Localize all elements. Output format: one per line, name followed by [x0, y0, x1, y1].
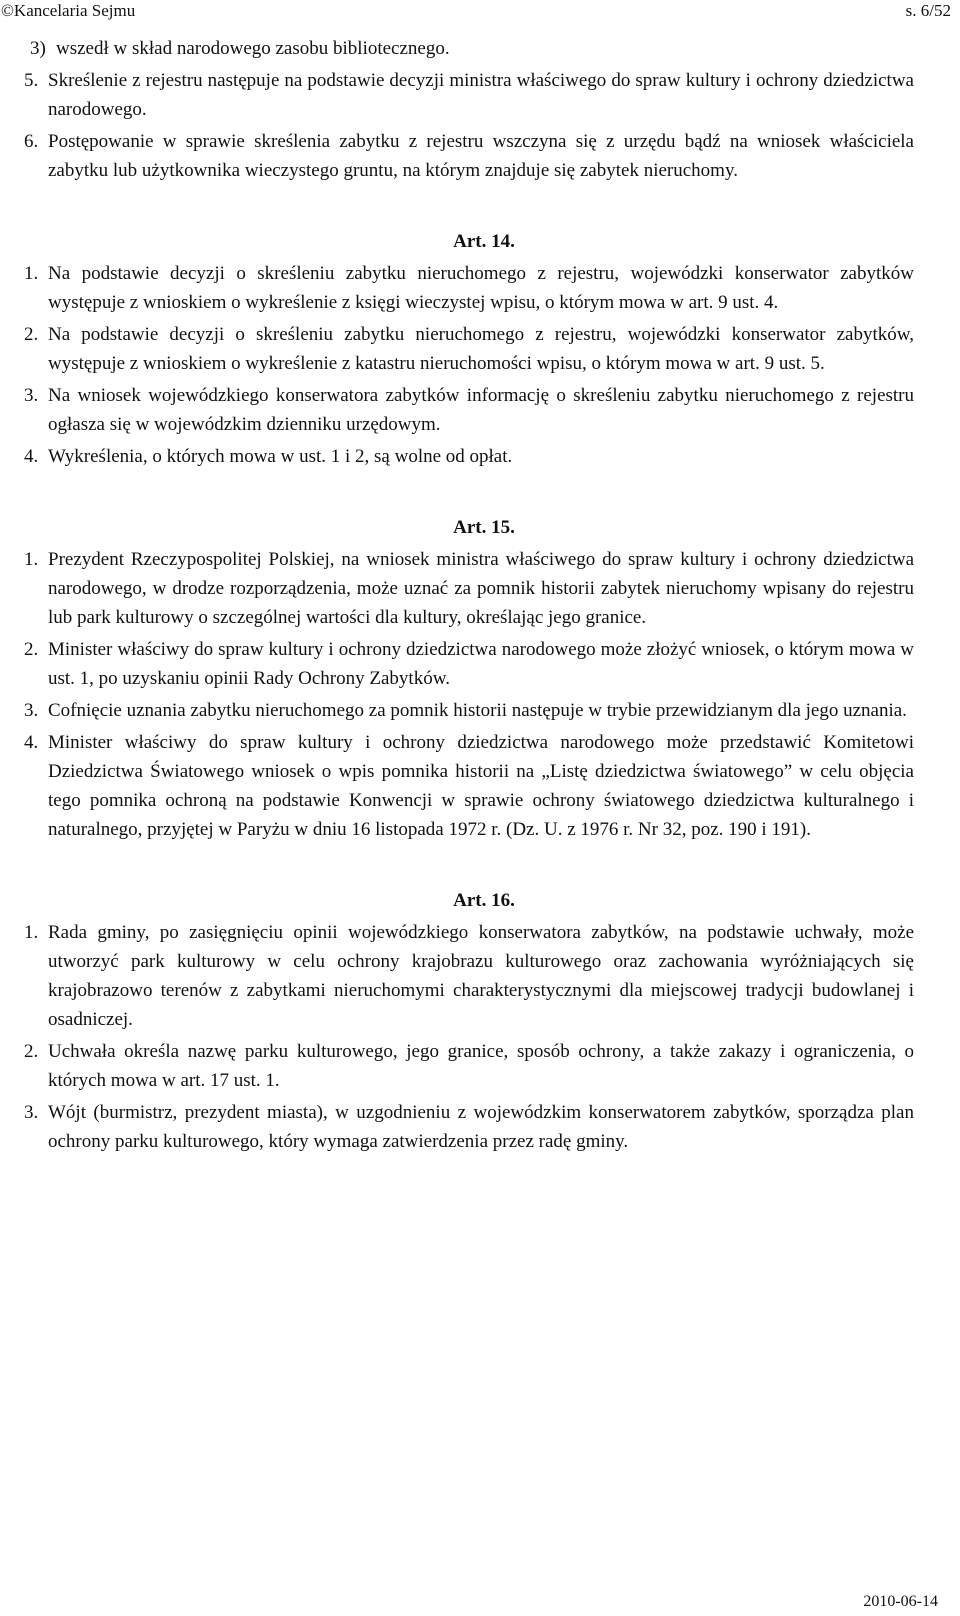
paragraph: [24, 259, 914, 317]
document-body: [24, 34, 914, 1156]
paragraph-text: Na podstawie decyzji o skreśleniu zabytku nieruchomego z rejestru, wojewódzki konserwator zabytków, występuje z wnioskiem o wykreślenie z katastru nieruchomości wpisu, o którym mowa w art. 9 ust. 5.: [48, 324, 914, 374]
article-title: Art. 15.: [453, 517, 515, 538]
paragraph: [24, 1098, 914, 1156]
paragraph: [24, 66, 914, 124]
paragraph-text: Prezydent Rzeczypospolitej Polskiej, na wniosek ministra właściwego do spraw kultury i ochrony dziedzictwa narodowego, w drodze rozporządzenia, może uznać za pomnik historii zabytek nieruchomy wpisany do rejestru lub park kulturowy o szczególnej wartości dla kultury, określając jego granice.: [48, 549, 914, 628]
paragraph-number: 1.: [24, 549, 39, 570]
paragraph-number: 1.: [24, 263, 39, 284]
paragraph-number: 3.: [24, 700, 39, 721]
paragraph: [24, 320, 914, 378]
paragraph-number: 4.: [24, 446, 39, 467]
paragraph: [24, 442, 914, 471]
copyright-label: ©Kancelaria Sejmu: [1, 1, 136, 20]
paragraph: [24, 1037, 914, 1095]
item-number: 3): [30, 38, 46, 59]
paragraph-text: Na wniosek wojewódzkiego konserwatora zabytków informację o skreśleniu zabytku nieruchomego z rejestru ogłasza się w wojewódzkim dzienniku urzędowym.: [48, 385, 914, 435]
paragraph-text: Minister właściwy do spraw kultury i ochrony dziedzictwa narodowego może złożyć wniosek, o którym mowa w ust. 1, po uzyskaniu opinii Rady Ochrony Zabytków.: [48, 639, 914, 689]
paragraph-number: 1.: [24, 922, 39, 943]
paragraph-number: 2.: [24, 324, 39, 345]
page-header: [0, 0, 960, 22]
paragraph-number: 2.: [24, 1041, 39, 1062]
list-item: [24, 34, 914, 63]
paragraph-text: Na podstawie decyzji o skreśleniu zabytku nieruchomego z rejestru, wojewódzki konserwator zabytków występuje z wnioskiem o wykreślenie z księgi wieczystej wpisu, o którym mowa w art. 9 ust. 4.: [48, 263, 914, 313]
paragraph-text: Wykreślenia, o których mowa w ust. 1 i 2, są wolne od opłat.: [48, 446, 513, 467]
page-number: s. 6/52: [905, 1, 951, 20]
page-footer: [863, 1592, 938, 1612]
paragraph: [24, 381, 914, 439]
paragraph: [24, 918, 914, 1034]
paragraph-number: 4.: [24, 732, 39, 753]
paragraph: [24, 545, 914, 632]
paragraph: [24, 635, 914, 693]
paragraph-text: Wójt (burmistrz, prezydent miasta), w uzgodnieniu z wojewódzkim konserwatorem zabytków, sporządza plan ochrony parku kulturowego, który wymaga zatwierdzenia przez radę gminy.: [48, 1102, 914, 1152]
paragraph: [24, 127, 914, 185]
paragraph-number: 3.: [24, 1102, 39, 1123]
paragraph-number: 2.: [24, 639, 39, 660]
paragraph-text: Skreślenie z rejestru następuje na podstawie decyzji ministra właściwego do spraw kultury i ochrony dziedzictwa narodowego.: [48, 70, 914, 120]
paragraph: [24, 696, 914, 725]
paragraph-text: Postępowanie w sprawie skreślenia zabytku z rejestru wszczyna się z urzędu bądź na wniosek właściciela zabytku lub użytkownika wieczystego gruntu, na którym znajduje się zabytek nieruchomy.: [48, 131, 914, 181]
paragraph-text: Cofnięcie uznania zabytku nieruchomego za pomnik historii następuje w trybie przewidzianym dla jego uznania.: [48, 700, 907, 721]
paragraph-text: Rada gminy, po zasięgnięciu opinii wojewódzkiego konserwatora zabytków, na podstawie uchwały, może utworzyć park kulturowy w celu ochrony krajobrazu kulturowego oraz zachowania wyróżniających się krajobrazowo terenów z zabytkami nieruchomymi charakterystycznymi dla miejscowej tradycji budowlanej i osadniczej.: [48, 922, 914, 1030]
paragraph-number: 3.: [24, 385, 39, 406]
article-title: Art. 16.: [453, 890, 515, 911]
item-text: wszedł w skład narodowego zasobu bibliotecznego.: [56, 38, 450, 59]
paragraph-text: Uchwała określa nazwę parku kulturowego, jego granice, sposób ochrony, a także zakazy i ograniczenia, o których mowa w art. 17 ust. 1.: [48, 1041, 914, 1091]
document-date: 2010-06-14: [863, 1593, 938, 1610]
paragraph-text: Minister właściwy do spraw kultury i ochrony dziedzictwa narodowego może przedstawić Komitetowi Dziedzictwa Światowego wniosek o wpis pomnika historii na „Listę dziedzictwa światowego” w celu objęcia tego pomnika ochroną na podstawie Konwencji w sprawie ochrony światowego dziedzictwa kulturalnego i naturalnego, przyjętej w Paryżu w dniu 16 listopada 1972 r. (Dz. U. z 1976 r. Nr 32, poz. 190 i 191).: [48, 732, 914, 840]
paragraph-number: 6.: [24, 131, 39, 152]
paragraph-number: 5.: [24, 70, 39, 91]
article-title: Art. 14.: [453, 231, 515, 252]
paragraph: [24, 728, 914, 844]
